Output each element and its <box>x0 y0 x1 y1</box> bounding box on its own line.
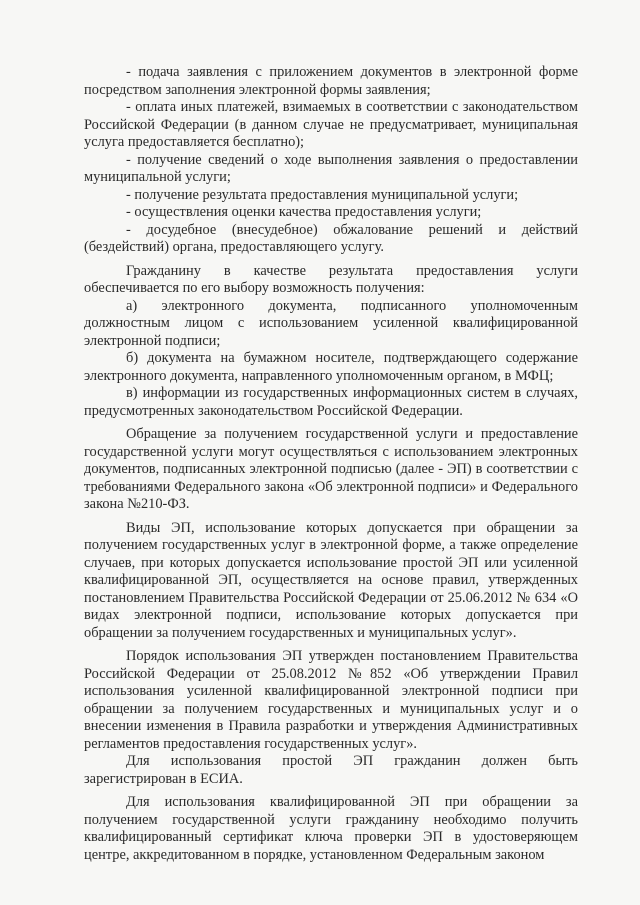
paragraph-option-c: в) информации из государственных информационных систем в случаях, предусмотренных законодательством Российской Федерации. <box>84 385 578 419</box>
paragraph-result-receipt: - получение результата предоставления муниципальной услуги; <box>126 186 519 203</box>
paragraph-qualified-signature: Для использования квалифицированной ЭП при обращении за получением государственной услуги гражданину необходимо получить квалифицированный сертификат ключа проверки ЭП в удостоверяющем центре, аккредитованном в порядке, установленном Федеральным законом <box>84 794 578 863</box>
paragraph-simple-signature: Для использования простой ЭП гражданин должен быть зарегистрирован в ЕСИА. <box>84 753 578 787</box>
paragraph-result-options: Гражданину в качестве результата предоставления услуги обеспечивается по его выбору возможность получения: <box>84 262 578 296</box>
paragraph-option-a: а) электронного документа, подписанного уполномоченным должностным лицом с использованием усиленной квалифицированной электронной подписи; <box>84 297 578 349</box>
paragraph-application-submission: - подача заявления с приложением документов в электронной форме посредством заполнения электронной формы заявления; <box>84 64 578 98</box>
paragraph-payments: - оплата иных платежей, взимаемых в соответствии с законодательством Российской Федерации (в данном случае не предусматривает, муниципальная услуга предоставляется бесплатно); <box>84 99 578 150</box>
paragraph-quality-assessment: - осуществления оценки качества предоставления услуги; <box>126 204 482 220</box>
paragraph-signature-procedure: Порядок использования ЭП утвержден постановлением Правительства Российской Федерации от 25.08.2012 №852 «Об утверждении Правил использования усиленной квалифицированной электронной подписи при обращении за получением государственных и муниципальных услуг и о внесении изменения в Правила разработки и утверждения Административных регламентов предоставления государственных услуг». <box>84 648 578 752</box>
paragraph-appeal: - досудебное (внесудебное) обжалование решений и действий (бездействий) органа, предоставляющего услугу. <box>84 221 578 255</box>
paragraph-electronic-documents: Обращение за получением государственной услуги и предоставление государственной услуги могут осуществляться с использованием электронных документов, подписанных электронной подписью (далее - ЭП) в соответствии с требованиями Федерального закона «Об электронной подписи» и Федерального закона №210-ФЗ. <box>84 426 578 512</box>
paragraph-signature-types: Виды ЭП, использование которых допускается при обращении за получением государственных услуг в электронной форме, а также определение случаев, при которых допускается использование простой ЭП или усиленной квалифицированной ЭП, осуществляется на основе правил, утвержденных постановлением Правительства Российской Федерации от 25.06.2012 № 634 «О видах электронной подписи, использование которых допускается при обращении за получением государственных и муниципальных услуг». <box>84 519 578 641</box>
paragraph-status-info: - получение сведений о ходе выполнения заявления о предоставлении муниципальной услуги; <box>84 151 578 185</box>
paragraph-option-b: б) документа на бумажном носителе, подтверждающего содержание электронного документа, направленного уполномоченным органом, в МФЦ; <box>84 350 578 384</box>
